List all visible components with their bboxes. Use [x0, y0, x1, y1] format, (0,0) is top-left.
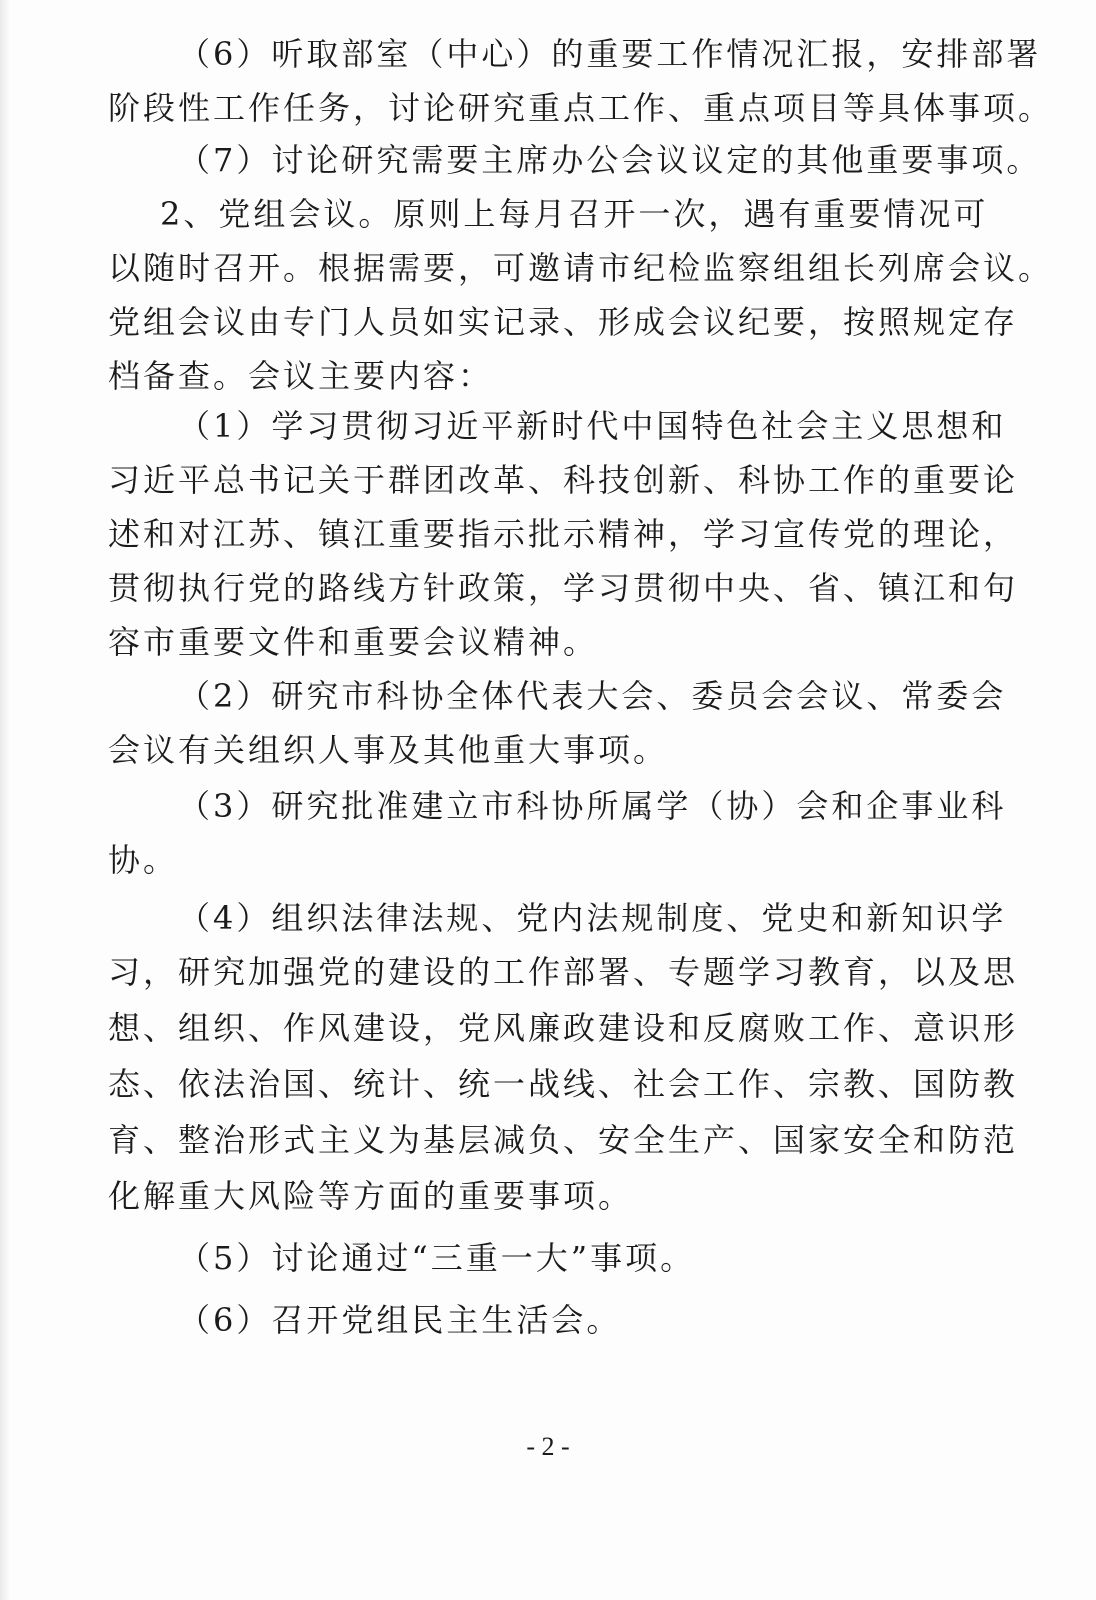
text-line: （4）组织法律法规、党内法规制度、党史和新知识学: [178, 899, 1007, 937]
text-line: （5）讨论通过“三重一大”事项。: [178, 1239, 696, 1277]
text-line: （6）召开党组民主生活会。: [178, 1301, 622, 1339]
text-line: 想、组织、作风建设，党风廉政建设和反腐败工作、意识形: [108, 1009, 1019, 1047]
text-line: 档备查。会议主要内容：: [108, 357, 494, 395]
text-line: 协。: [108, 841, 179, 879]
text-line: 习，研究加强党的建设的工作部署、专题学习教育，以及思: [108, 953, 1019, 991]
scan-edge-shadow: [0, 0, 10, 1600]
text-line: （3）研究批准建立市科协所属学（协）会和企事业科: [178, 787, 1007, 825]
text-line: 贯彻执行党的路线方针政策，学习贯彻中央、省、镇江和句: [108, 569, 1019, 607]
text-line: （7）讨论研究需要主席办公会议议定的其他重要事项。: [178, 141, 1042, 179]
text-line: 会议有关组织人事及其他重大事项。: [108, 731, 669, 769]
text-line: 述和对江苏、镇江重要指示批示精神，学习宣传党的理论，: [108, 515, 1019, 553]
text-line: （1）学习贯彻习近平新时代中国特色社会主义思想和: [178, 407, 1007, 445]
text-line: 以随时召开。根据需要，可邀请市纪检监察组组长列席会议。: [108, 249, 1054, 287]
text-line: 容市重要文件和重要会议精神。: [108, 623, 599, 661]
text-line: 党组会议由专门人员如实记录、形成会议纪要，按照规定存: [108, 303, 1019, 341]
page-number: - 2 -: [526, 1432, 570, 1461]
text-line: 习近平总书记关于群团改革、科技创新、科协工作的重要论: [108, 461, 1019, 499]
text-line: 育、整治形式主义为基层减负、安全生产、国家安全和防范: [108, 1121, 1019, 1159]
text-line: 态、依法治国、统计、统一战线、社会工作、宗教、国防教: [108, 1065, 1019, 1103]
text-line: （2）研究市科协全体代表大会、委员会会议、常委会: [178, 677, 1007, 715]
text-line: （6）听取部室（中心）的重要工作情况汇报，安排部署: [178, 35, 1042, 73]
text-line: 2、党组会议。原则上每月召开一次，遇有重要情况可: [160, 195, 989, 233]
text-line: 化解重大风险等方面的重要事项。: [108, 1177, 634, 1215]
text-line: 阶段性工作任务，讨论研究重点工作、重点项目等具体事项。: [108, 89, 1054, 127]
